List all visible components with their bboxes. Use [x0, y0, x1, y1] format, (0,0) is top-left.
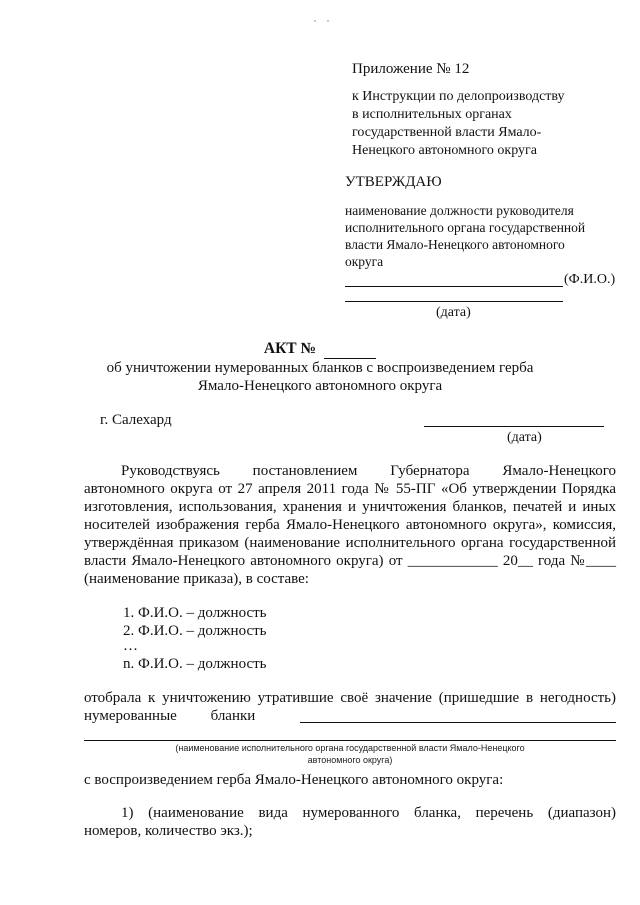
org-name-line: [84, 740, 616, 741]
appendix-line-2: в исполнительных органах: [352, 107, 512, 122]
para1-line-4: носителей изображения герба Ямало-Ненецкого автономного округа», комиссия,: [84, 517, 616, 533]
act-number-blank: [324, 340, 376, 359]
approve-heading: УТВЕРЖДАЮ: [345, 174, 442, 190]
appendix-line-1: к Инструкции по делопроизводству: [352, 89, 565, 104]
approve-line-1: наименование должности руководителя: [345, 203, 574, 218]
scan-speck: [327, 20, 329, 22]
appendix-title: Приложение № 12: [352, 61, 470, 77]
approve-line-2: исполнительного органа государственной: [345, 220, 586, 235]
member-item-1: 1. Ф.И.О. – должность: [123, 605, 267, 621]
act-title-row: [0, 340, 640, 359]
para2-line-1: отобрала к уничтожению утратившие своё значение (пришедшие в негодность): [84, 690, 616, 706]
fio-label: (Ф.И.О.): [564, 272, 616, 287]
scan-speck: [314, 20, 316, 22]
city: г. Салехард: [100, 412, 172, 428]
para1-line-6: власти Ямало-Ненецкого автономного округа) от ____________ 20__ года №____: [84, 553, 616, 569]
appendix-line-3: государственной власти Ямало-: [352, 125, 542, 140]
item1-line-1: 1) (наименование вида нумерованного бланка, перечень (диапазон): [121, 805, 616, 821]
org-caption-line-1: (наименование исполнительного органа государственной власти Ямало-Ненецкого: [175, 743, 525, 753]
place-date-label: (дата): [507, 430, 542, 445]
para1-line-5: утверждённая приказом (наименование исполнительного органа государственной: [84, 535, 616, 551]
para1-line-3: изготовления, использования, хранения и уничтожения бланков, печатей и иных: [84, 499, 616, 515]
fio-signature-line: [345, 286, 563, 287]
approve-date-line: [345, 301, 563, 302]
member-item-n: n. Ф.И.О. – должность: [123, 656, 267, 672]
act-subtitle-line-2: Ямало-Ненецкого автономного округа: [197, 378, 443, 394]
place-date-line: [424, 426, 604, 427]
act-subtitle-line-1: об уничтожении нумерованных бланков с воспроизведением герба: [106, 360, 534, 376]
member-item-ellipsis: …: [123, 638, 138, 654]
para2-line-2: нумерованные бланки: [84, 708, 256, 724]
org-caption-line-2: автономного округа): [307, 755, 393, 765]
blanks-line: [300, 722, 616, 723]
approve-date-label: (дата): [436, 305, 471, 320]
para1-line-2: автономного округа от 27 апреля 2011 года № 55-ПГ «Об утверждении Порядка: [84, 481, 616, 497]
para1-line-7: (наименование приказа), в составе:: [84, 571, 309, 587]
approve-line-3: власти Ямало-Ненецкого автономного: [345, 237, 565, 252]
member-item-2: 2. Ф.И.О. – должность: [123, 623, 267, 639]
para3: с воспроизведением герба Ямало-Ненецкого автономного округа:: [84, 772, 504, 788]
item1-line-2: номеров, количество экз.);: [84, 823, 253, 839]
approve-line-4: округа: [345, 254, 384, 269]
act-title: АКТ №: [263, 340, 317, 357]
para1-line-1: Руководствуясь постановлением Губернатора Ямало-Ненецкого: [121, 463, 616, 479]
appendix-line-4: Ненецкого автономного округа: [352, 143, 537, 158]
